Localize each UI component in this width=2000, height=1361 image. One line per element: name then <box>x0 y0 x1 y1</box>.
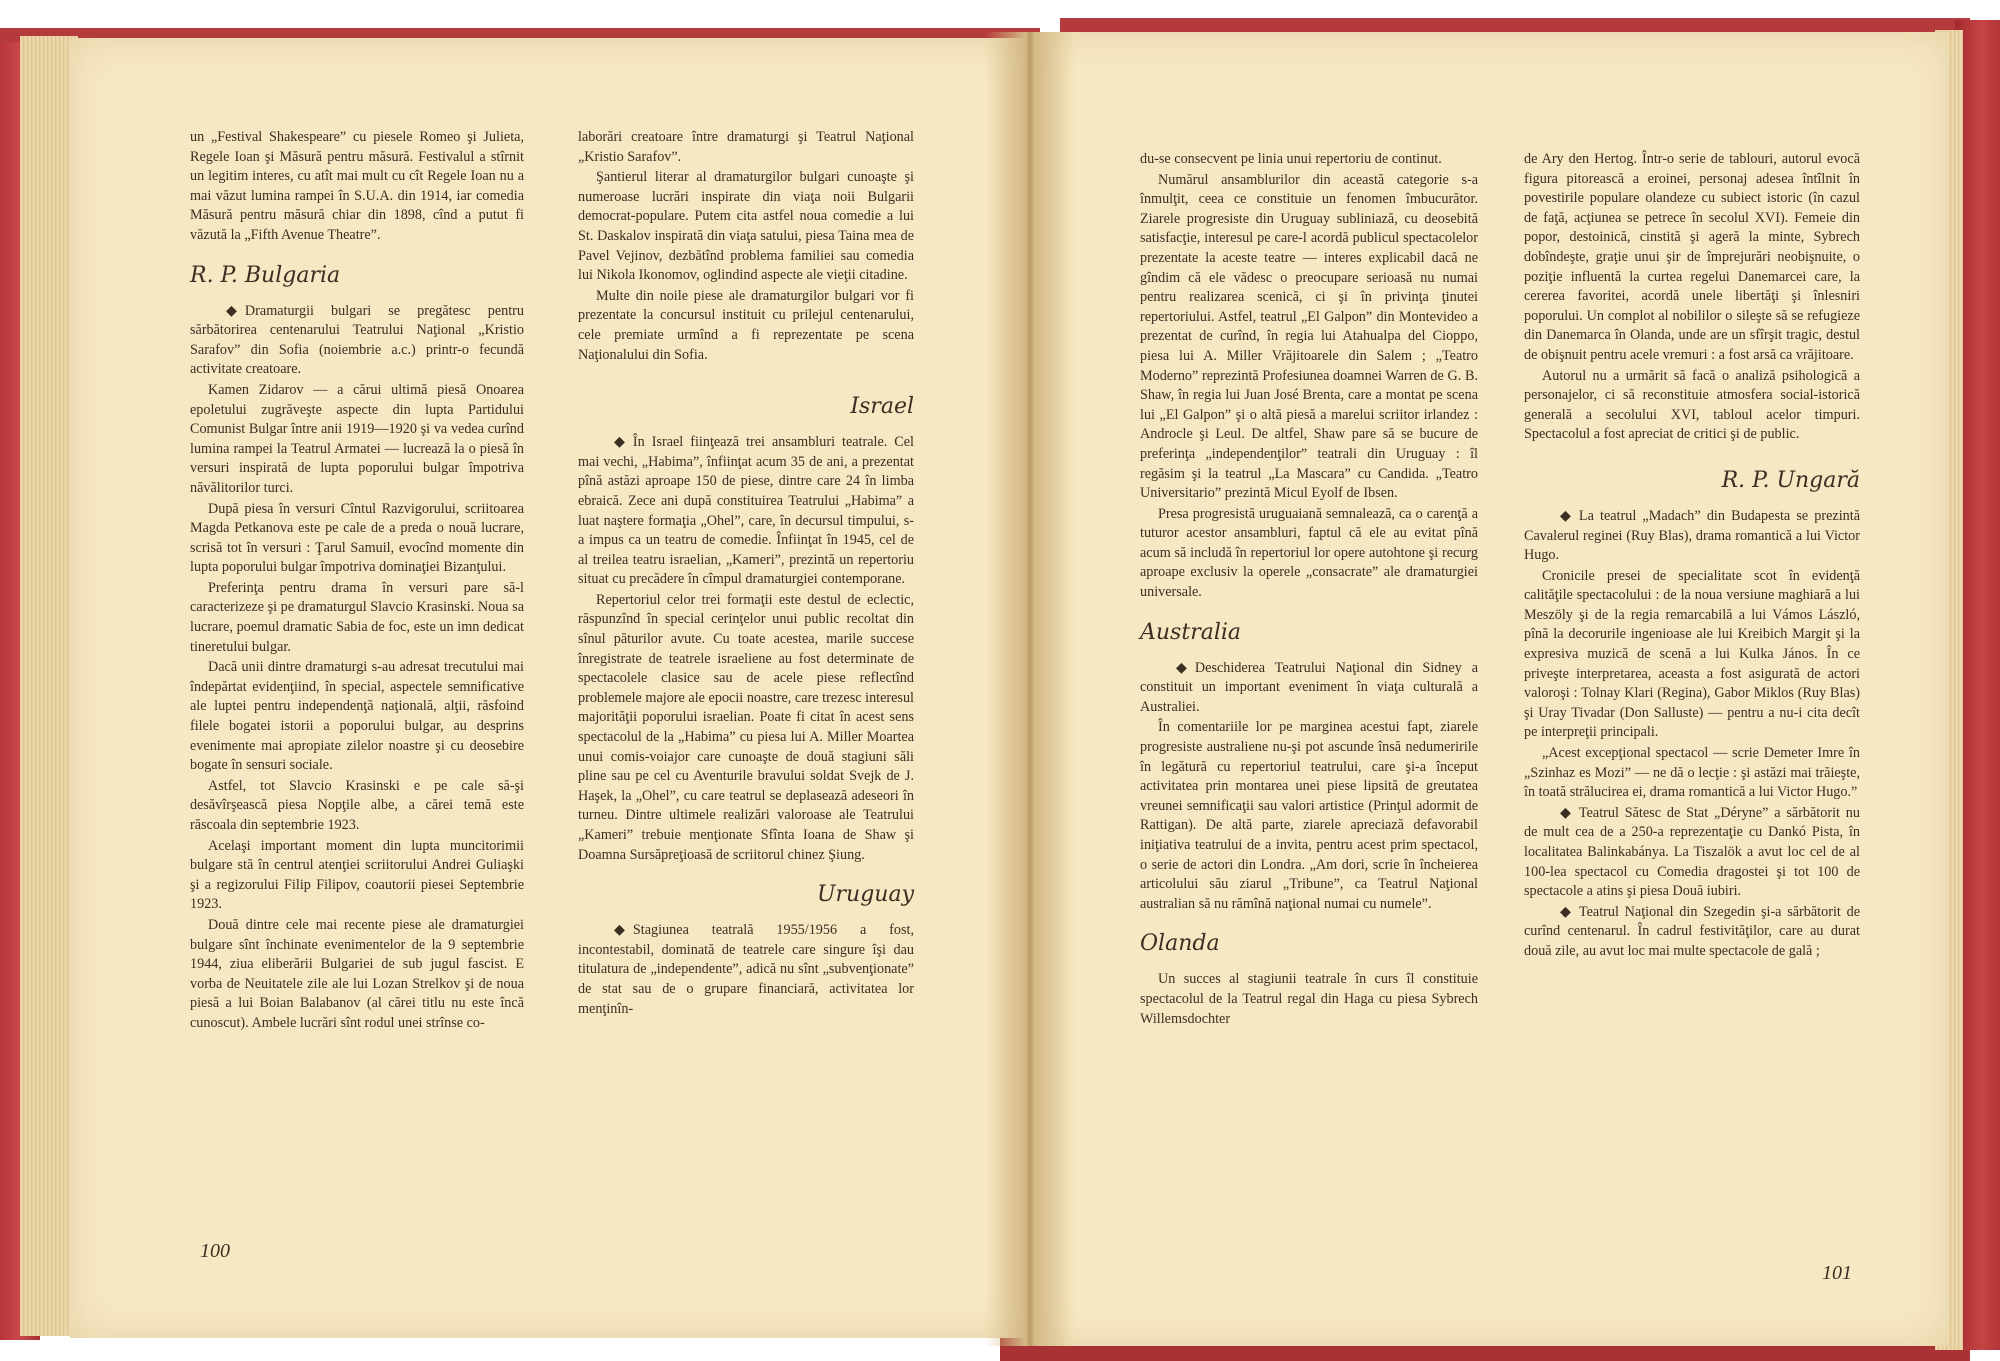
bullet-icon: ◆ <box>1560 804 1571 821</box>
paragraph: După piesa în versuri Cîntul Razvigorului, scriitoarea Magda Petkanova este pe cale de a preda o nouă lucrare, scrisă tot în versuri : Ţarul Samuil, evocînd momente din lupta poporului bulgar împotriva dominaţiei Bizanţului. <box>190 500 524 576</box>
paragraph: Multe din noile piese ale dramaturgilor bulgari vor fi prezentate la concursul instituit cu prilejul centenarului, cele premiate urmînd a fi reprezentate pe scena Naţionalului din Sofia. <box>578 287 914 363</box>
paragraph: Kamen Zidarov — a cărui ultimă piesă Onoarea epoletului zugrăveşte aspecte din lupta Partidului Comunist Bulgar între anii 1919—1920 şi va vedea curînd lumina rampei la Teatrul Armatei — lucrează la o piesă în versuri inspirată de lupta poporului bulgar împotriva năvălitorilor turci. <box>190 381 524 496</box>
bullet-icon: ◆ <box>614 434 625 451</box>
bullet-icon: ◆ <box>226 302 237 319</box>
left-page-column-2 <box>578 128 914 1020</box>
paragraph: Repertoriul celor trei formaţii este destul de eclectic, răspunzînd în special cerinţelor unui public recoltat din sînul păturilor avute. Cu toate acestea, marile succese înregistrate de teatrele israeliene au fost determinate de spectacolele clasice sau de acele piese reflectînd problemele majore ale epocii noastre, care trezesc interesul majorităţii poporului israelian. Poate fi citat în acest sens spectacolul de la „Habima” cu piesa lui A. Miller Moartea unui comis-voiajor care cunoaşte de două stagiuni săli pline sau pe cel cu Aventurile bravului soldat Svejk de J. Haşek, la „Ohel”, cu care teatrul se deplasează adeseori în turneu. Dintre ultimele realizări valoroase ale Teatrului „Kameri” trebuie menţionate Sfînta Ioana de Shaw şi Doamna Sursăpreţioasă de scriitorul chinez Şiung. <box>578 591 914 863</box>
paragraph: de Ary den Hertog. Într-o serie de tablouri, autorul evocă figura pitorească a eroinei, personaj adesea întîlnit în povestirile populare olandeze cu subiect istoric (în cazul de faţă, acţiunea se petrece în secolul XVI). Femeie din popor, destoinică, cinstită şi ageră la minte, Sybrech dobîndeşte, graţie unui şir de împrejurări neobişnuite, o poziţie influentă la curtea regelui Danemarcei care, la cererea favoritei, acordă unele libertăţi şi înlesniri poporului. Un complot al nobililor o sileşte să se refugieze din Danemarca în Olanda, unde are un sfîrşit tragic, destul de obişnuit pentru acele vremuri : a fost arsă ca vrăjitoare. <box>1524 151 1860 363</box>
paragraph: „Acest excepţional spectacol — scrie Demeter Imre în „Szinhaz es Mozi” — ne dă o lecţie : şi astăzi mai trăieşte, în toată strălucirea ei, drama romantică a lui Victor Hugo.” <box>1524 745 1860 801</box>
paragraph: Autorul nu a urmărit să facă o analiză psihologică a personajelor, ci să reconstituie atmosfera social-istorică generală a secolului XVI, tabloul acelor timpuri. Spectacolul a fost apreciat de critici şi de public. <box>1524 367 1860 443</box>
paragraph: Cronicile presei de specialitate scot în evidenţă calităţile spectacolului : de la noua versiune maghiară a lui Meszöly şi de la regia remarcabilă a lui Vámos László, pînă la decorurile ingenioase ale lui Kreibich Margit şi la expresiva muzică de scenă a lui Kulka János. În ce priveşte interpretarea, aceasta a fost asigurată de actori valoroşi : Tolnay Klari (Regina), Gabor Miklos (Ruy Blas) şi Uray Tivadar (Don Salluste) — pentru a nu-i cita decît pe interpreţii principali. <box>1524 567 1860 741</box>
book-gutter <box>985 32 1075 1346</box>
paragraph: ◆ Dramaturgii bulgari se pregătesc pentru sărbătorirea centenarului Teatrului Naţional „Kristio Sarafov” din Sofia (noiembrie a.c.) printr-o fecundă activitate creatoare. <box>190 302 524 378</box>
paragraph: Numărul ansamblurilor din această categorie s-a înmulţit, ceea ce constituie un fenomen îmbucurător. Ziarele progresiste din Uruguay subliniază, cu deosebită satisfacţie, interesul pe care-l acordă publicul spectacolelor prezentate la aceste teatre — interes explicabil dacă ne gîndim că ele vădesc o preocupare serioasă nu numai pentru realizarea scenică, ci şi în privinţa ţinutei repertoriului. Astfel, teatrul „El Galpon” din Montevideo a prezentat de curînd, în regia lui Atahualpa del Cioppo, piesa lui A. Miller Vrăjitoarele din Salem ; „Teatro Moderno” reprezintă Profesiunea doamnei Warren de G. B. Shaw, în regia lui Juan José Brenta, care a montat pe scena lui „El Galpon” şi o altă piesă a marelui scriitor irlandez : Androcle şi Leul. De altfel, Shaw pare să se bucure de preferinţa „independenţilor” teatrali din Uruguay : îl regăsim şi la teatrul „La Mascara” cu Candida. „Teatro Universitario” prezintă Micul Eyolf de Ibsen. <box>1140 171 1478 502</box>
paragraph: Şantierul literar al dramaturgilor bulgari cunoaşte şi numeroase lucrări inspirate din viaţa noii Bulgarii democrat-populare. Putem cita astfel noua comedie a lui St. Daskalov inspirată din viaţa satului, piesa Taina mea de Pavel Vejinov, dezbătînd problema familiei sau comedia lui Nikola Ikonomov, oglindind aspecte ale vieţii citadine. <box>578 169 914 284</box>
paragraph: ◆ La teatrul „Madach” din Budapesta se prezintă Cavalerul reginei (Ruy Blas), drama romantică a lui Victor Hugo. <box>1524 507 1860 564</box>
page-number-left: 100 <box>200 1240 230 1262</box>
bullet-icon: ◆ <box>1176 659 1187 676</box>
paragraph: Acelaşi important moment din lupta muncitorimii bulgare stă în centrul atenţiei scriitorului Andrei Guliaşki şi a regizorului Filip Filipov, coautorii piesei Septembrie 1923. <box>190 837 524 913</box>
paragraph: ◆ Deschiderea Teatrului Naţional din Sidney a constituit un important eveniment în viaţa culturală a Australiei. <box>1140 659 1478 715</box>
section-heading-uruguay: Uruguay <box>816 882 914 908</box>
left-page-column-1 <box>190 128 524 1035</box>
paragraph: Dacă unii dintre dramaturgi s-au adresat trecutului mai îndepărtat evidenţiind, în special, aspectele semnificative ale luptei pentru independenţă naţională, alţii, răsfoind filele bogatei istorii a poporului bulgar, au desprins evenimente mai apropiate zilelor noastre şi cu deosebire bogate în sensuri sociale. <box>190 659 524 774</box>
section-heading-israel: Israel <box>850 394 914 420</box>
bullet-icon: ◆ <box>1560 903 1571 920</box>
right-page-column-1 <box>1140 150 1478 1030</box>
section-heading-ungara: R. P. Ungară <box>1721 467 1860 493</box>
paragraph: Preferinţa pentru drama în versuri pare să-l caracterizeze şi pe dramaturgul Slavcio Krasinski. Noua sa lucrare, poemul dramatic Sabia de foc, este un imn dedicat tineretului bulgar. <box>190 579 524 655</box>
section-heading-bulgaria: R. P. Bulgaria <box>190 262 341 288</box>
paragraph: În comentariile lor pe marginea acestui fapt, ziarele progresiste australiene nu-şi pot ascunde însă nedumeririle în legătură cu repertoriul teatrului, care şi-a început activitatea prin montarea unei piese lipsită de greutatea vreunei semnificaţii sau valori artistice (Prinţul adormit de Rattigan). De altă parte, ziarele apreciază defavorabil iniţiativa teatrului de a invita, pentru acest prim spectacol, o serie de actori din Londra. „Am dori, scrie în încheierea articolului său ziarul „Tribune”, ca Teatrul Naţional australian să nu rămînă naţional numai cu numele”. <box>1140 719 1478 912</box>
section-heading-australia: Australia <box>1140 619 1242 645</box>
bullet-icon: ◆ <box>1560 507 1571 524</box>
bullet-icon: ◆ <box>614 922 625 939</box>
paragraph: du-se consecvent pe linia unui repertoriu de continut. <box>1140 151 1442 167</box>
paragraph: Astfel, tot Slavcio Krasinski e pe cale să-şi desăvîrşească piesa Nopţile albe, a cărei temă este răscoala din septembrie 1923. <box>190 777 524 833</box>
paragraph: ◆ Teatrul Sătesc de Stat „Déryne” a sărbătorit nu de mult cea de a 250-a reprezentaţie cu Dankó Pista, în localitatea Balinkabánya. La Tiszalök a avut loc cel de al 100-lea spectacol cu Comedia dragostei şi tot 100 de spectacole a atins şi piesa Două iubiri. <box>1524 804 1860 900</box>
paragraph: Un succes al stagiunii teatrale în curs îl constituie spectacolul de la Teatrul regal din Haga cu piesa Sybrech Willemsdochter <box>1140 971 1478 1027</box>
paragraph: Presa progresistă uruguaiană semnalează, ca o carenţă a tuturor acestor ansambluri, faptul că ele au evitat pînă acum să includă în repertoriul lor opere autohtone şi recurg aproape exclusiv la operele „consacrate” ale dramaturgiei universale. <box>1140 505 1478 601</box>
section-heading-olanda: Olanda <box>1140 931 1220 957</box>
right-page-column-2 <box>1524 150 1860 963</box>
paragraph: ◆ Teatrul Naţional din Szegedin şi-a sărbătorit de curînd centenarul. În cadrul festivităţilor, care au durat două zile, au avut loc mai multe spectacole de gală ; <box>1524 903 1860 959</box>
paragraph: laborări creatoare între dramaturgi şi Teatrul Naţional „Kristio Sarafov”. <box>578 129 914 165</box>
paragraph: ◆ În Israel fiinţează trei ansambluri teatrale. Cel mai vechi, „Habima”, înfiinţat acum 35 de ani, a prezentat pînă astăzi aproape 150 de piese, dintre care 24 în limba ebraică. Zece ani după constituirea Teatrului „Habima” a luat naştere formaţia „Ohel”, care, în decursul timpului, s-a impus ca un teatru de comedie. Înfiinţat în 1945, cel de al treilea teatru israelian, „Kameri”, prezintă un repertoriu situat cu precădere în cîmpul dramaturgiei contemporane. <box>578 434 914 588</box>
page-number-right: 101 <box>1822 1262 1852 1284</box>
paragraph: un „Festival Shakespeare” cu piesele Romeo şi Julieta, Regele Ioan şi Măsură pentru măsură. Festivalul a stîrnit un legitim interes, cu atît mai mult cu cît Regele Ioan nu a mai văzut lumina rampei în S.U.A. din 1914, iar comedia Măsură pentru măsură chiar din 1898, cînd a putut fi văzută la „Fifth Avenue Theatre”. <box>190 129 524 243</box>
paragraph: Două dintre cele mai recente piese ale dramaturgiei bulgare sînt închinate evenimentelor de la 9 septembrie 1944, ziua eliberării Bulgariei de sub jugul fascist. E vorba de Neuitatele zile ale lui Lozan Strelkov şi de noua piesă a lui Boian Balabanov (al cărei titlu nu este încă cunoscut). Ambele lucrări sînt rodul unei strînse co- <box>190 916 524 1031</box>
paragraph: ◆ Stagiunea teatrală 1955/1956 a fost, incontestabil, dominată de teatrele care singure îşi dau titulatura de „independente”, adică nu sînt „subvenţionate” de stat sau de o grupare financiară, activitatea lor menţinîn- <box>578 922 914 1017</box>
